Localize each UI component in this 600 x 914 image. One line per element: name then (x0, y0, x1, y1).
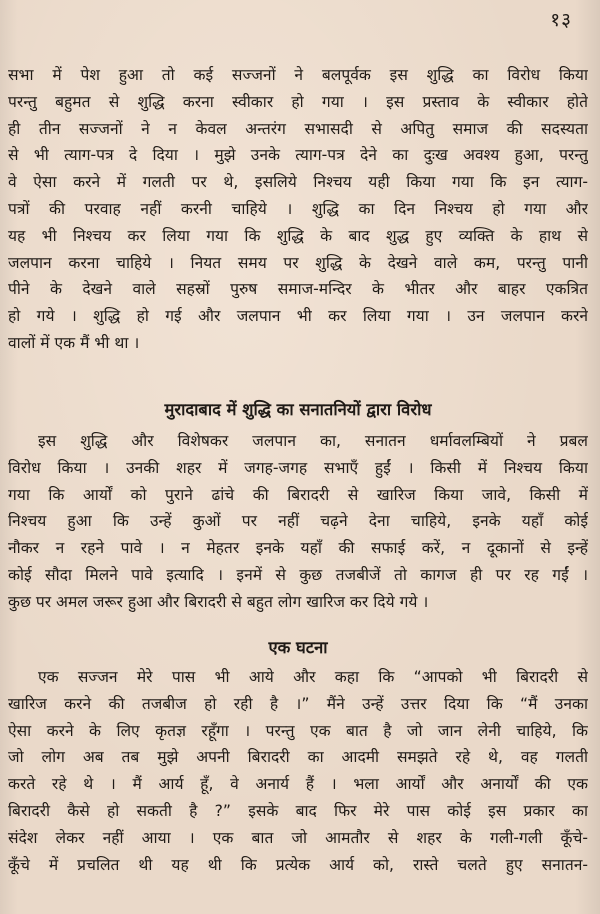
text-line: इस शुद्धि और विशेषकर जलपान का, सनातन धर्मावलम्बियों ने प्रबल (38, 432, 588, 450)
page-number: १३ (550, 9, 572, 31)
section-heading-opposition: मुरादाबाद में शुद्धि का सनातनियों द्वारा विरोध (164, 400, 432, 419)
text-line: एक सज्जन मेरे पास भी आये और कहा कि “आपको भी बिरादरी से (38, 668, 588, 686)
text-line: निश्चय हुआ कि उन्हें कुओं पर नहीं चढ़ने देना चाहिये, इनके यहाँ कोई (8, 512, 588, 531)
text-line: जलपान करना चाहिये । नियत समय पर शुद्धि के देखने वाले कम, परन्तु पानी (8, 253, 588, 272)
text-line: नौकर न रहने पावे । न मेहतर इनके यहाँ की सफाई करें, न दूकानों से इन्हें (8, 539, 588, 558)
text-line: करते रहे थे । मैं आर्य हूँ, वे अनार्य हैं । भला आर्यों और अनार्यों की एक (8, 775, 588, 794)
text-line: गया कि आर्यों को पुराने ढांचे की बिरादरी से खारिज किया जावे, किसी में (8, 485, 588, 504)
text-line: पत्रों की परवाह नहीं करनी चाहिये । शुद्धि का दिन निश्चय हो गया और (8, 199, 588, 218)
text-line: वालों में एक मैं भी था । (8, 333, 140, 352)
text-line: परन्तु बहुमत से शुद्धि करना स्वीकार हो गया । इस प्रस्ताव के स्वीकार होते (8, 92, 588, 111)
text-line: जो लोग अब तब मुझे अपनी बिरादरी का आदमी समझते रहे थे, वह गलती (8, 748, 588, 767)
text-line: से भी त्याग-पत्र दे दिया । मुझे उनके त्याग-पत्र देने का दुःख अवश्य हुआ, परन्तु (8, 146, 588, 165)
paragraph-2 (8, 428, 588, 616)
text-line: कूँचे में प्रचलित थी यह थी कि प्रत्येक आर्य को, रास्ते चलते हुए सनातन- (8, 855, 588, 874)
text-line: कोई सौदा मिलने पावे इत्यादि । इनमें से कुछ तजबीजें तो कागज ही पर रह गईं । (8, 565, 588, 584)
paragraph-3 (8, 664, 588, 878)
text-line: ऐसा करने के लिए कृतज्ञ रहूँगा । परन्तु एक बात है जो जान लेनी चाहिये, कि (8, 721, 588, 740)
text-line: सभा में पेश हुआ तो कई सज्जनों ने बलपूर्वक इस शुद्धि का विरोध किया (8, 66, 588, 84)
text-line: हो गये । शुद्धि हो गई और जलपान भी कर लिया गया । उन जलपान करने (8, 307, 588, 326)
text-line: वे ऐसा करने में गलती पर थे, इसलिये निश्चय यही किया गया कि इन त्याग- (8, 173, 588, 192)
text-line: विरोध किया । उनकी शहर में जगह-जगह सभाएँ हुईं । किसी में निश्चय किया (8, 458, 588, 477)
paragraph-1 (8, 62, 588, 357)
text-line: पीने के देखने वाले सहस्रों पुरुष समाज-मन्दिर के भीतर और बाहर एकत्रित (8, 280, 588, 299)
section-heading-incident: एक घटना (268, 638, 328, 657)
text-line: ही तीन सज्जनों ने न केवल अन्तरंग सभासदी से अपितु समाज की सदस्यता (8, 119, 588, 138)
text-line: बिरादरी कैसे हो सकती है ?” इसके बाद फिर मेरे पास कोई इस प्रकार का (8, 801, 588, 820)
text-line: यह भी निश्चय कर लिया गया कि शुद्धि के बाद शुद्ध हुए व्यक्ति के हाथ से (8, 226, 588, 245)
text-line: कुछ पर अमल जरूर हुआ और बिरादरी से बहुत लोग खारिज कर दिये गये । (8, 592, 429, 611)
text-line: संदेश लेकर नहीं आया । एक बात जो आमतौर से शहर के गली-गली कूँचे- (8, 828, 588, 847)
text-line: खारिज करने की तजबीज हो रही है ।” मैंने उन्हें उत्तर दिया कि “मैं उनका (8, 694, 588, 713)
